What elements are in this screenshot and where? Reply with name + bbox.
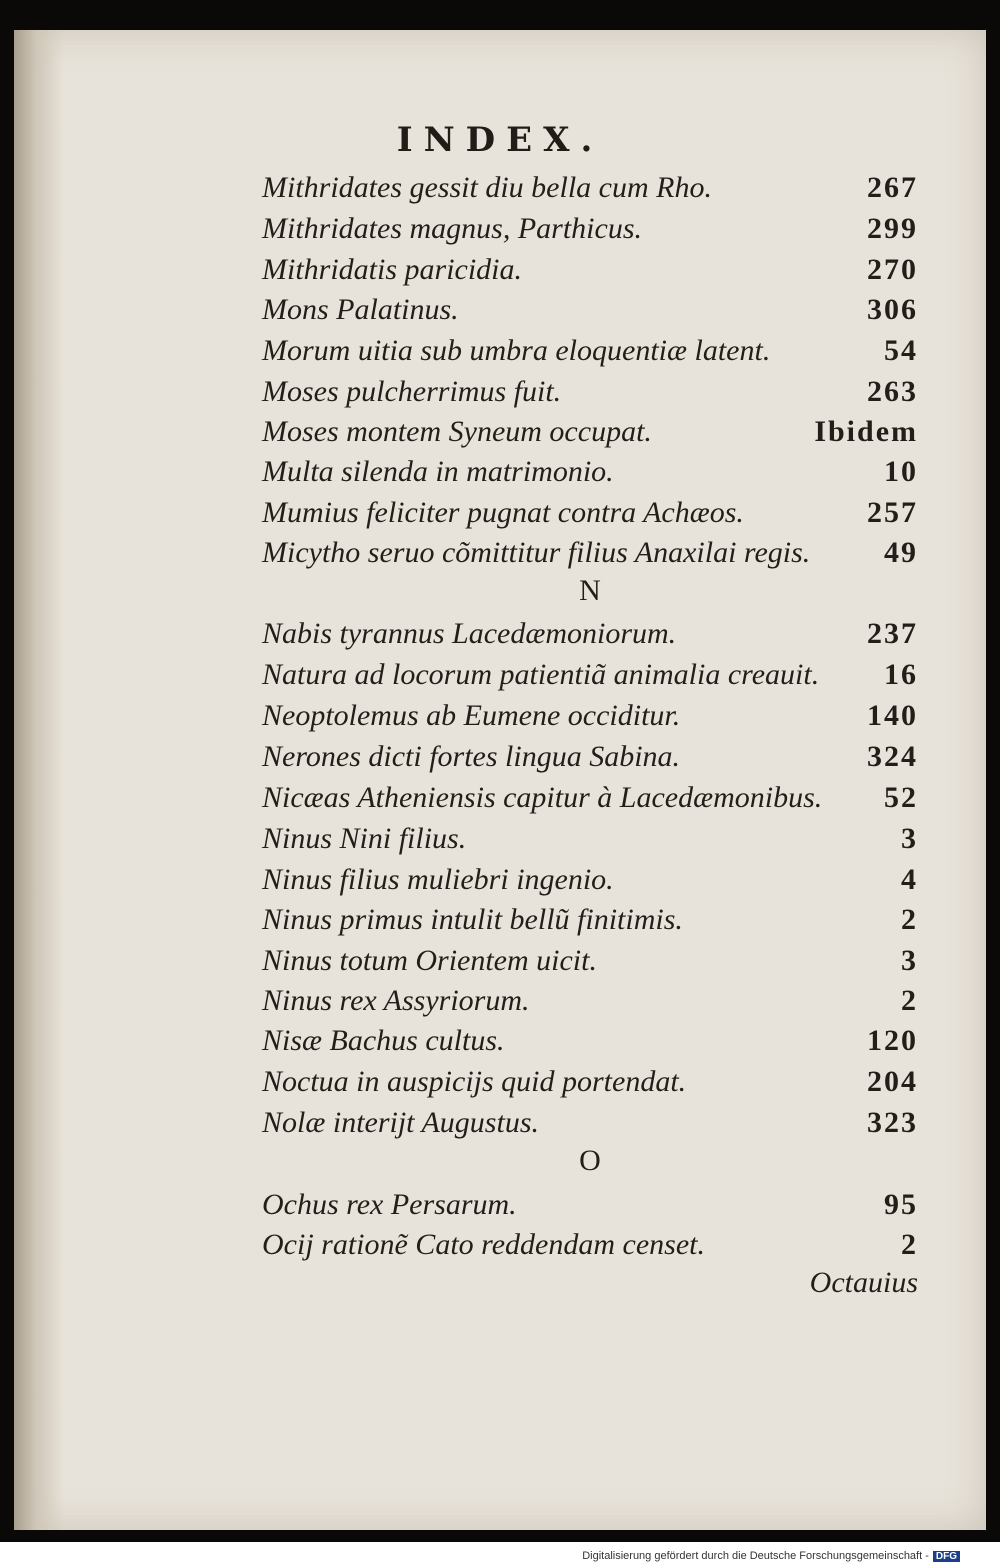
index-entry [262,412,918,452]
entry-page: 54 [884,334,918,367]
index-entry [262,331,918,371]
entry-text: Moses montem Syneum occupat. [262,415,652,448]
index-entry [262,696,918,736]
section-letter: O [579,1144,601,1177]
index-entry [262,209,918,249]
entry-text: Ochus rex Persarum. [262,1188,517,1221]
index-entry [262,533,918,573]
index-entry [262,981,918,1021]
entry-text: Mithridatis paricidia. [262,253,523,286]
entry-page: 2 [901,984,918,1017]
catchword: Octauius [809,1266,918,1299]
entry-page: 204 [867,1065,918,1098]
entry-page: 237 [867,617,918,650]
entry-text: Ocij rationẽ Cato reddendam censet. [262,1228,705,1261]
credit-text: Digitalisierung gefördert durch die Deutsche Forschungsgemeinschaft - [582,1550,929,1562]
entry-page: 299 [867,212,918,245]
entry-text: Ninus totum Orientem uicit. [262,944,597,977]
index-entry [262,737,918,777]
entry-text: Ninus Nini filius. [262,822,467,855]
entry-page: 306 [867,293,918,326]
entry-text: Natura ad locorum patientiã animalia creauit. [262,658,820,691]
entry-page: 49 [884,536,918,569]
entry-page: 3 [901,944,918,977]
entry-text: Nicæas Atheniensis capitur à Lacedæmonibus. [262,781,823,814]
entry-page: 52 [884,781,918,814]
entry-page: 2 [901,1228,918,1261]
entry-page: 324 [867,740,918,773]
entry-page: 120 [867,1024,918,1057]
entry-page: 270 [867,253,918,286]
index-entry [262,1225,918,1265]
digitization-credit [582,1550,960,1562]
dfg-logo: DFG [933,1551,960,1562]
index-entry [262,290,918,330]
entry-text: Ninus rex Assyriorum. [262,984,530,1017]
entry-text: Noctua in auspicijs quid portendat. [262,1065,687,1098]
index-entry [262,860,918,900]
entry-text: Morum uitia sub umbra eloquentiæ latent. [262,334,771,367]
entry-page: 4 [901,863,918,896]
index-entry [262,819,918,859]
index-entry [262,1021,918,1061]
index-entry [262,1103,918,1143]
entry-text: Ninus primus intulit bellũ finitimis. [262,903,683,936]
entry-text: Nisæ Bachus cultus. [262,1024,505,1057]
index-entry [262,250,918,290]
page-header: INDEX. [396,120,604,160]
index-entry [262,778,918,818]
index-entry [262,614,918,654]
entry-text: Nolæ interijt Augustus. [262,1106,539,1139]
entry-text: Micytho seruo cõmittitur filius Anaxilai regis. [262,536,811,569]
entry-text: Neoptolemus ab Eumene occiditur. [262,699,681,732]
index-entry [262,493,918,533]
entry-page: 323 [867,1106,918,1139]
index-entry [262,1185,918,1225]
index-entry [262,168,918,208]
index-entry [262,900,918,940]
entry-text: Mithridates gessit diu bella cum Rho. [262,171,712,204]
index-entry [262,372,918,412]
entry-text: Ninus filius muliebri ingenio. [262,863,614,896]
entry-page: 16 [884,658,918,691]
entry-page: 2 [901,903,918,936]
entry-text: Mumius feliciter pugnat contra Achæos. [262,496,744,529]
entry-text: Mons Palatinus. [262,293,459,326]
entry-text: Nerones dicti fortes lingua Sabina. [262,740,681,773]
entry-page: 95 [884,1188,918,1221]
index-entry [262,941,918,981]
page-gutter-shadow [14,30,64,1530]
entry-text: Multa silenda in matrimonio. [262,455,614,488]
entry-page: 263 [867,375,918,408]
entry-text: Nabis tyrannus Lacedæmoniorum. [262,617,677,650]
index-entry [262,452,918,492]
entry-text: Mithridates magnus, Parthicus. [262,212,642,245]
entry-page: 10 [884,455,918,488]
entry-text: Moses pulcherrimus fuit. [262,375,562,408]
section-letter: N [579,574,601,607]
entry-page: 267 [867,171,918,204]
entry-page: Ibidem [814,415,918,448]
entry-page: 257 [867,496,918,529]
entry-page: 140 [867,699,918,732]
index-entry [262,655,918,695]
entry-page: 3 [901,822,918,855]
index-entry [262,1062,918,1102]
